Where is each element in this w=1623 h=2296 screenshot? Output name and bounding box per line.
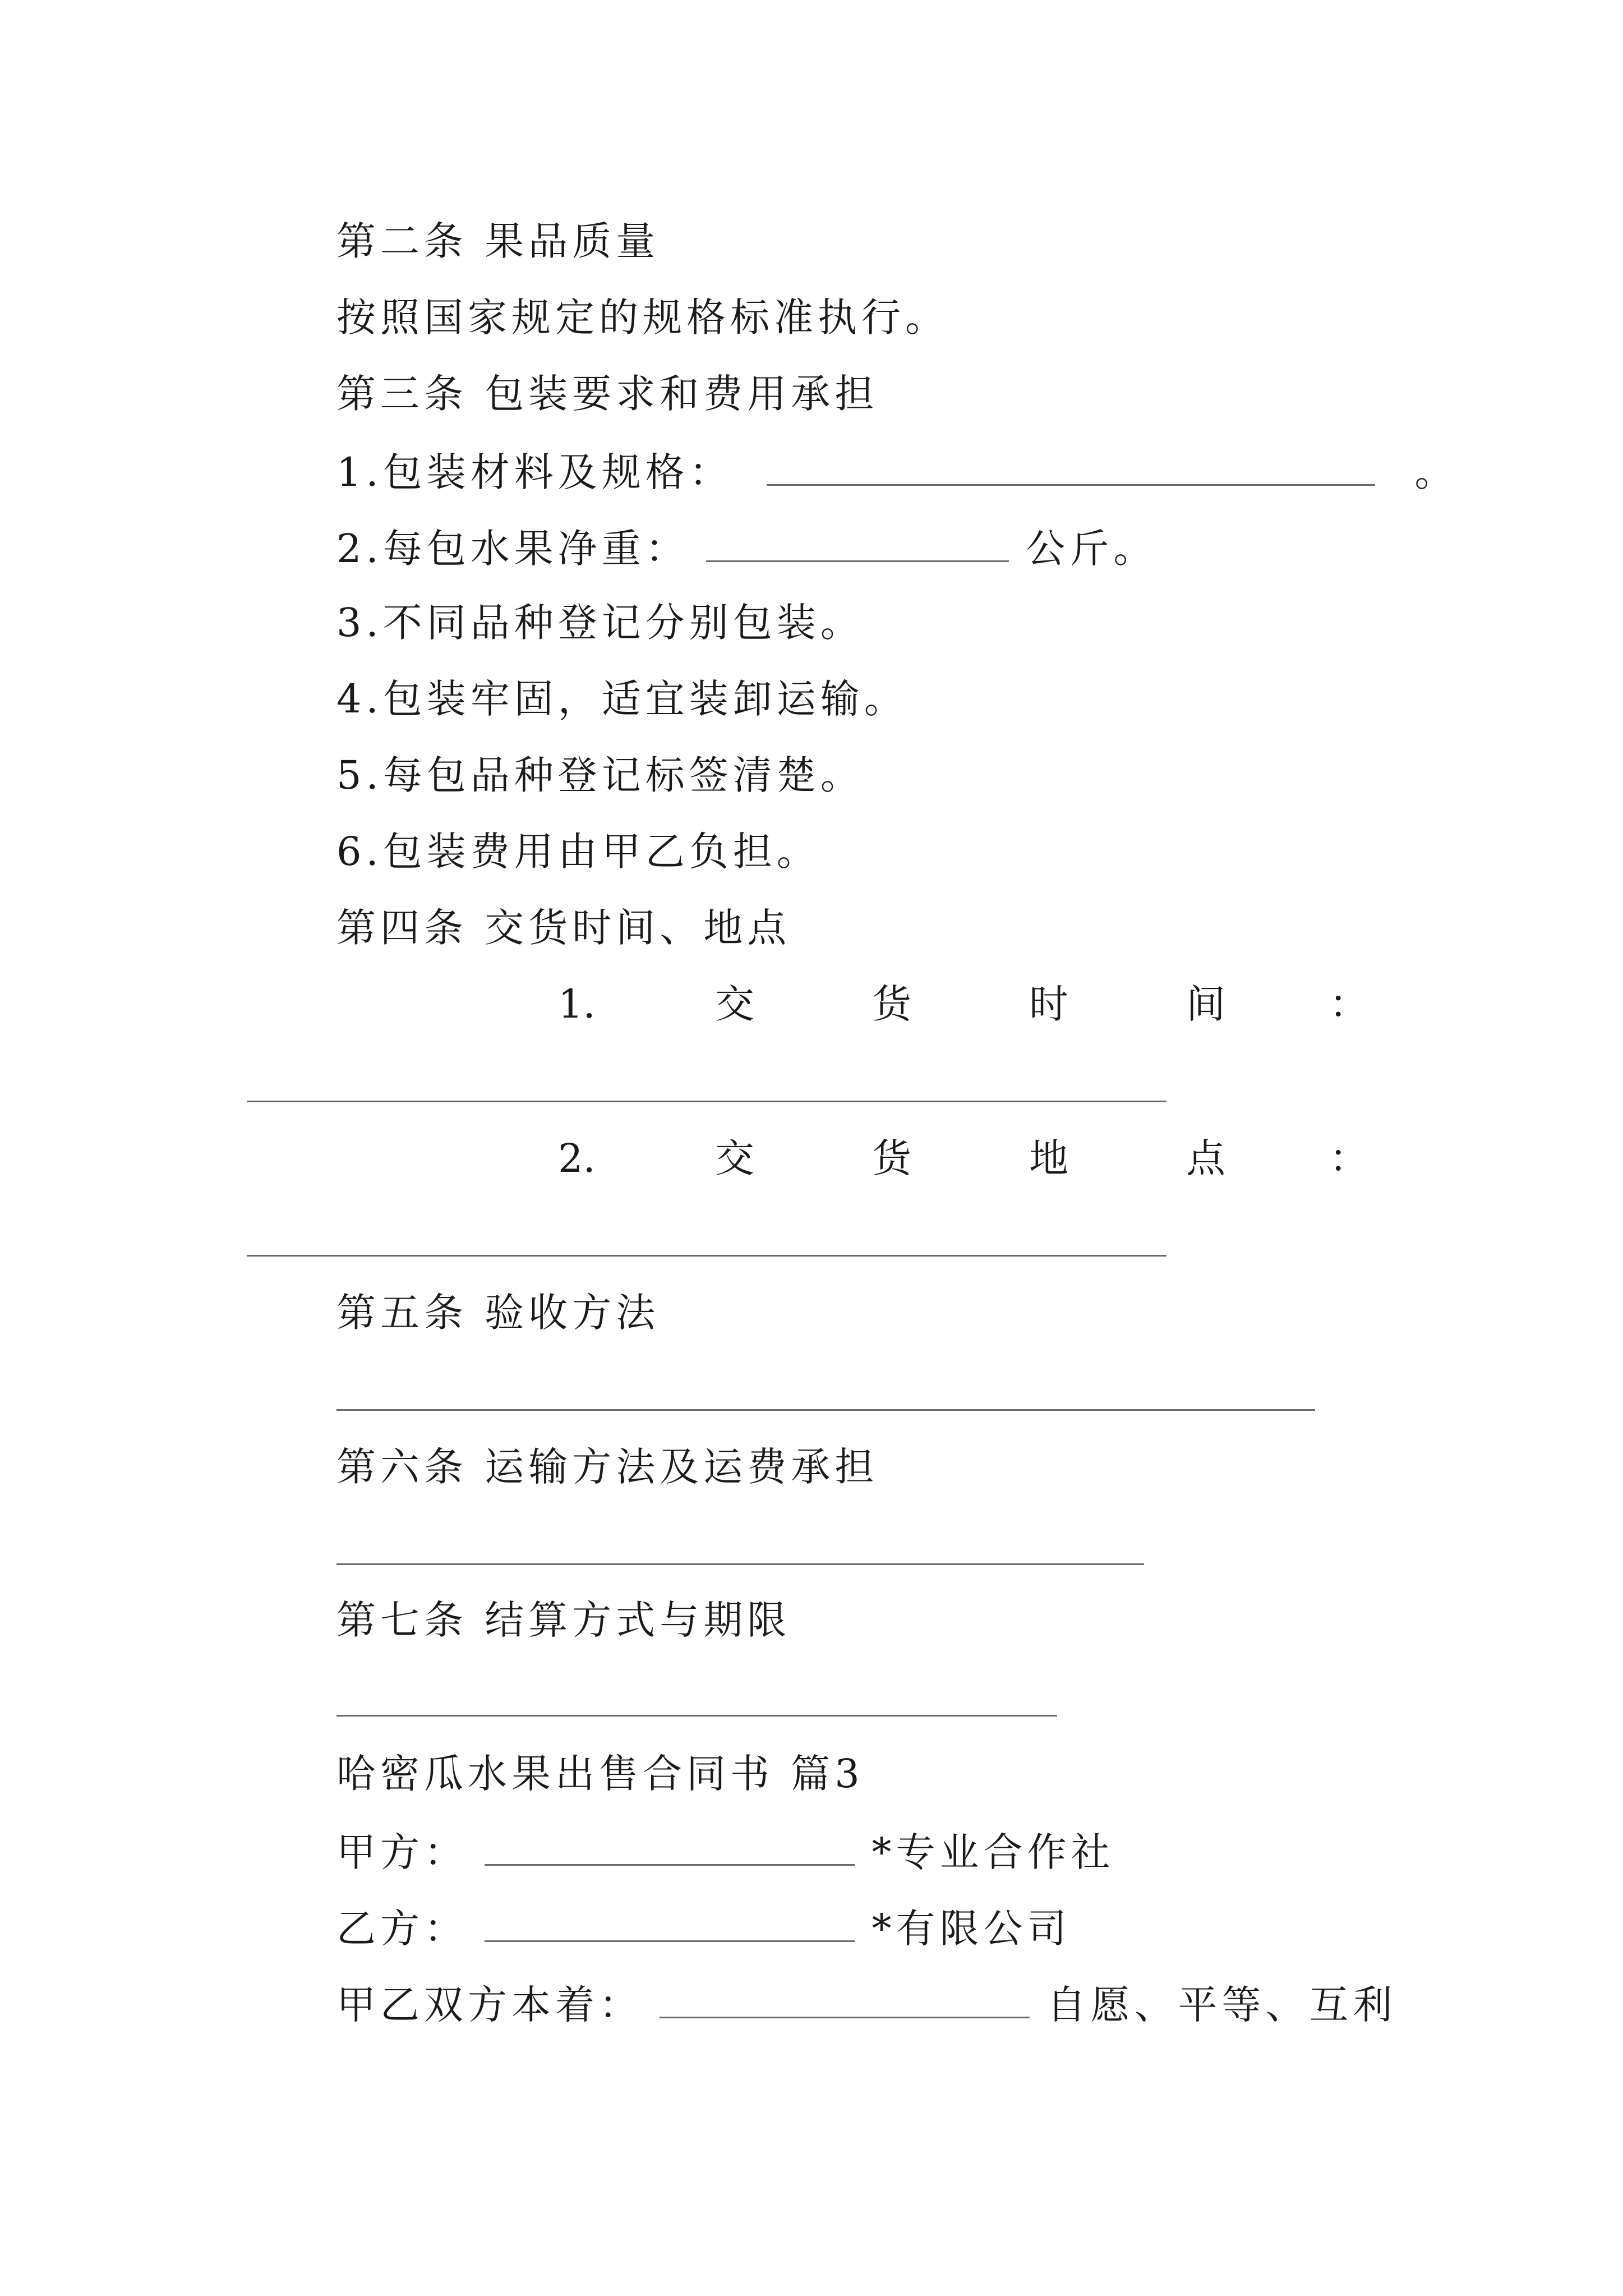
item-2-end: 公斤。 — [1026, 526, 1158, 572]
party-b-blank — [485, 1901, 855, 1942]
net-weight-blank — [706, 521, 1009, 562]
article-2-body: 按照国家规定的规格标准执行。 — [336, 295, 949, 341]
principle-label: 甲乙双方本着： — [336, 1982, 643, 2028]
delivery-time-char-2: 货 — [872, 981, 911, 1027]
delivery-place-char-3: 地 — [1029, 1135, 1068, 1181]
party-b-line — [336, 1901, 1071, 1952]
packaging-spec-blank — [767, 445, 1375, 486]
party-a-line — [336, 1825, 1115, 1875]
party-a-suffix: *专业合作社 — [872, 1829, 1115, 1875]
delivery-place-blank — [247, 1255, 1166, 1257]
article-6-title: 第六条 运输方法及运费承担 — [336, 1444, 879, 1490]
contract-title: 哈密瓜水果出售合同书 篇3 — [336, 1751, 864, 1797]
article-3-item-4: 4.包装牢固，适宜装卸运输。 — [336, 676, 908, 722]
article-4-title: 第四条 交货时间、地点 — [336, 905, 791, 951]
article-3-item-6: 6.包装费用由甲乙负担。 — [336, 829, 820, 875]
delivery-time-colon: ： — [1329, 981, 1368, 1027]
delivery-time-num: 1. — [558, 981, 596, 1027]
article-3-item-5: 5.每包品种登记标签清楚。 — [336, 752, 864, 798]
article-3-item-3: 3.不同品种登记分别包装。 — [336, 600, 864, 646]
article-3-item-2 — [336, 521, 1157, 572]
delivery-place-colon: ： — [1329, 1135, 1368, 1181]
transport-method-blank — [336, 1563, 1144, 1565]
principle-blank — [660, 1977, 1030, 2018]
settlement-blank — [336, 1715, 1057, 1717]
article-3-item-1 — [336, 445, 1458, 495]
delivery-place-char-4: 点 — [1186, 1135, 1225, 1181]
delivery-time-char-3: 时 — [1029, 981, 1068, 1027]
delivery-place-char-2: 货 — [872, 1135, 911, 1181]
delivery-place-char-1: 交 — [715, 1135, 754, 1181]
delivery-time-blank — [247, 1101, 1166, 1102]
party-b-label: 乙方： — [336, 1906, 468, 1952]
delivery-time-char-1: 交 — [715, 981, 754, 1027]
delivery-place-num: 2. — [558, 1135, 596, 1181]
article-7-title: 第七条 结算方式与期限 — [336, 1597, 791, 1643]
party-a-label: 甲方： — [336, 1829, 468, 1875]
item-2-label: 2.每包水果净重： — [336, 526, 689, 572]
party-b-suffix: *有限公司 — [872, 1906, 1071, 1952]
article-5-title: 第五条 验收方法 — [336, 1290, 660, 1336]
article-2-title: 第二条 果品质量 — [336, 218, 660, 264]
party-a-blank — [485, 1825, 855, 1866]
item-1-end: 。 — [1414, 449, 1459, 495]
principle-suffix: 自愿、平等、互利 — [1046, 1982, 1397, 2028]
principle-line — [336, 1977, 1397, 2028]
delivery-time-char-4: 间 — [1186, 981, 1225, 1027]
item-1-label: 1.包装材料及规格： — [336, 449, 733, 495]
acceptance-method-blank — [336, 1409, 1315, 1411]
article-3-title: 第三条 包装要求和费用承担 — [336, 371, 879, 417]
